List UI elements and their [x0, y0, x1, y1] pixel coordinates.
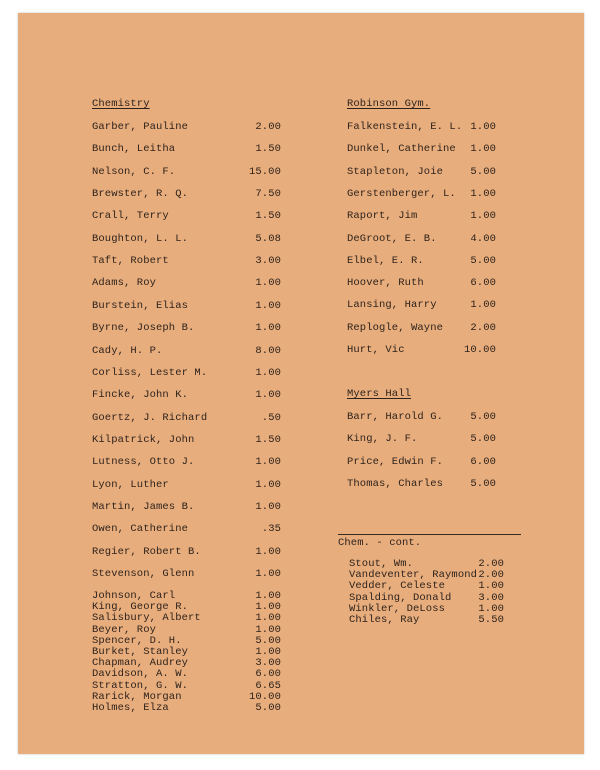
- entry-amount: 1.00: [255, 601, 281, 614]
- entry-amount: 5.00: [255, 702, 281, 714]
- entry-name: Burstein, Elias: [92, 299, 189, 312]
- entry-name: King, J. F.: [347, 433, 418, 446]
- entry-name: Hoover, Ruth: [347, 277, 424, 290]
- entry-name: Replogle, Wayne: [347, 321, 444, 334]
- entry-amount: 8.00: [255, 344, 281, 357]
- entry-name: Martin, James B.: [92, 500, 195, 513]
- entry-name: Davidson, A. W.: [92, 668, 189, 681]
- entry-amount: 5.00: [470, 477, 496, 490]
- entry-name: Barr, Harold G.: [347, 411, 444, 423]
- entry-name: Spencer, D. H.: [92, 634, 182, 647]
- entry-amount: 1.50: [255, 143, 281, 156]
- entry-amount: 5.50: [478, 614, 504, 626]
- entry-name: Rarick, Morgan: [92, 690, 182, 703]
- entry-amount: 5.08: [255, 232, 281, 245]
- entry-amount: 10.00: [463, 344, 496, 356]
- entry-name: Corliss, Lester M.: [92, 366, 208, 379]
- entry-amount: 1.00: [255, 456, 281, 469]
- entry-name: Goertz, J. Richard: [92, 411, 208, 424]
- entry-amount: 6.00: [255, 668, 281, 681]
- entry-amount: 6.65: [255, 679, 281, 692]
- entry-amount: 1.00: [255, 299, 281, 312]
- entry-name: Fincke, John K.: [92, 389, 189, 402]
- entry-name: Crall, Terry: [92, 210, 169, 223]
- entry-amount: 3.00: [255, 657, 281, 670]
- entry-amount: 1.00: [255, 568, 281, 580]
- entry-name: Stevenson, Glenn: [92, 568, 195, 580]
- entry-amount: 3.00: [478, 591, 504, 604]
- entry-amount: 1.00: [470, 210, 496, 223]
- entry-amount: 2.00: [478, 569, 504, 582]
- entry-amount: 1.00: [470, 121, 496, 133]
- entry-amount: 3.00: [255, 255, 281, 268]
- entry-amount: 1.00: [478, 602, 504, 615]
- entry-name: Adams, Roy: [92, 277, 157, 290]
- entry-name: Stout, Wm.: [349, 558, 414, 570]
- entry-name: Bunch, Leitha: [92, 143, 176, 156]
- entry-amount: 1.00: [255, 612, 281, 625]
- entry-amount: .50: [261, 411, 281, 424]
- entry-amount: 7.50: [255, 188, 281, 201]
- entry-amount: 1.00: [255, 389, 281, 402]
- entry-amount: .35: [261, 523, 281, 536]
- entry-name: Lyon, Luther: [92, 478, 169, 491]
- entry-amount: 1.00: [470, 299, 496, 312]
- robinson-gym-heading: Robinson Gym.: [347, 98, 431, 110]
- entry-amount: 6.00: [470, 455, 496, 468]
- entry-amount: 1.00: [255, 366, 281, 379]
- entry-name: Price, Edwin F.: [347, 455, 444, 468]
- entry-name: Lutness, Otto J.: [92, 456, 195, 469]
- entry-name: Burket, Stanley: [92, 646, 189, 658]
- entry-amount: 1.00: [255, 478, 281, 491]
- entry-name: Lansing, Harry: [347, 299, 437, 312]
- entry-amount: 1.00: [255, 322, 281, 335]
- entry-amount: 5.00: [470, 254, 496, 267]
- entry-name: Vandeventer, Raymond: [349, 569, 478, 582]
- entry-name: Gerstenberger, L.: [347, 187, 456, 200]
- entry-amount: 5.00: [255, 634, 281, 647]
- entry-name: Chapman, Audrey: [92, 657, 189, 670]
- entry-name: Winkler, DeLoss: [349, 602, 446, 615]
- entry-amount: 4.00: [470, 232, 496, 245]
- entry-amount: 1.00: [255, 500, 281, 513]
- entry-name: Elbel, E. R.: [347, 254, 424, 267]
- entry-name: Johnson, Carl: [92, 590, 176, 602]
- entry-name: Spalding, Donald: [349, 591, 452, 604]
- entry-amount: 5.00: [470, 433, 496, 446]
- entry-name: Cady, H. P.: [92, 344, 163, 357]
- entry-name: Dunkel, Catherine: [347, 143, 456, 156]
- section-divider: [338, 534, 521, 535]
- entry-name: Byrne, Joseph B.: [92, 322, 195, 335]
- entry-amount: 15.00: [248, 165, 281, 178]
- entry-amount: 1.00: [255, 545, 281, 558]
- entry-name: Falkenstein, E. L.: [347, 121, 463, 133]
- entry-amount: 1.00: [255, 277, 281, 290]
- entry-name: Nelson, C. F.: [92, 165, 176, 178]
- entry-amount: 1.00: [478, 580, 504, 593]
- entry-name: Regier, Robert B.: [92, 545, 201, 558]
- chem-cont-heading: Chem. - cont.: [338, 537, 422, 549]
- entry-name: Thomas, Charles: [347, 477, 444, 490]
- entry-name: Hurt, Vic: [347, 344, 405, 356]
- entry-name: DeGroot, E. B.: [347, 232, 437, 245]
- entry-amount: 1.50: [255, 433, 281, 446]
- entry-name: Salisbury, Albert: [92, 612, 201, 625]
- entry-name: Garber, Pauline: [92, 121, 189, 133]
- entry-name: Owen, Catherine: [92, 523, 189, 536]
- entry-amount: 1.00: [255, 623, 281, 636]
- entry-amount: 2.00: [470, 321, 496, 334]
- entry-name: Kilpatrick, John: [92, 433, 195, 446]
- chemistry-heading: Chemistry: [92, 98, 150, 110]
- entry-name: Taft, Robert: [92, 255, 169, 268]
- entry-amount: 5.00: [470, 165, 496, 178]
- entry-amount: 6.00: [470, 277, 496, 290]
- entry-name: Boughton, L. L.: [92, 232, 189, 245]
- entry-name: Vedder, Celeste: [349, 580, 446, 593]
- entry-amount: 2.00: [255, 121, 281, 133]
- entry-amount: 2.00: [478, 558, 504, 570]
- entry-name: Raport, Jim: [347, 210, 418, 223]
- entry-amount: 1.50: [255, 210, 281, 223]
- entry-name: Stapleton, Joie: [347, 165, 444, 178]
- entry-name: Brewster, R. Q.: [92, 188, 189, 201]
- entry-name: Stratton, G. W.: [92, 679, 189, 692]
- entry-amount: 1.00: [255, 646, 281, 658]
- entry-name: King, George R.: [92, 601, 189, 614]
- entry-name: Chiles, Ray: [349, 614, 420, 626]
- entry-amount: 1.00: [255, 590, 281, 602]
- entry-amount: 1.00: [470, 143, 496, 156]
- entry-name: Beyer, Roy: [92, 623, 157, 636]
- entry-amount: 5.00: [470, 411, 496, 423]
- entry-amount: 10.00: [248, 690, 281, 703]
- entry-amount: 1.00: [470, 187, 496, 200]
- myers-hall-heading: Myers Hall: [347, 388, 412, 400]
- entry-name: Holmes, Elza: [92, 702, 169, 714]
